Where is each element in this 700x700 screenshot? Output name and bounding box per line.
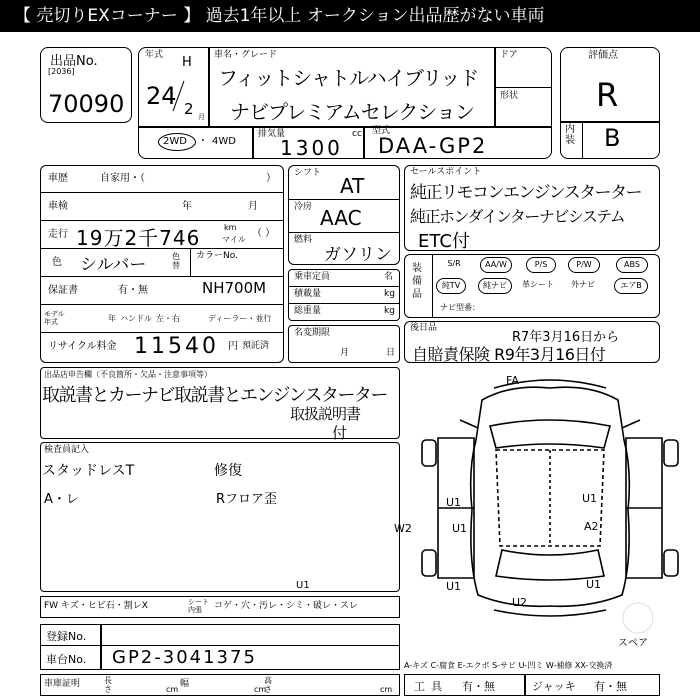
first-reg-label: 名変期限 [294,328,331,338]
load-unit: kg [384,289,395,299]
cert-width-cm: cm [254,685,267,694]
cert-width: 幅 [180,679,190,689]
door-label: ドア [500,50,518,60]
engine-displacement: 1300 [280,136,343,160]
mark-u1-bottom-right: U1 [586,578,602,591]
inspection-month-unit: 月 [248,201,258,212]
header-title: 【 売切りEXコーナー 】 過去1年以上 オークション出品歴がない車両 [14,6,545,26]
sales-point-label: セールスポイント [410,167,482,177]
engine-cc: cc [352,129,362,139]
model-label: 車名・グレード [214,50,278,60]
fuel-label: 燃料 [294,235,313,245]
color-code: NH700M [202,279,267,297]
mark-fa: FA [506,374,519,387]
grade-score: R [596,76,619,114]
recycle-unit: 円 [228,341,238,352]
ac-label: 冷房 [294,202,313,212]
mark-a2: A2 [584,520,599,533]
load-label: 積載量 [294,289,322,299]
mileage-mile: マイル [222,235,246,244]
engine-type: DAA-GP2 [378,134,488,158]
cert-label: 車庫証明 [44,679,81,689]
defect-seat-label: シート内張 [188,598,209,614]
spare-label: スペア [618,638,648,649]
shift-label: シフト [294,168,322,178]
recycle-deposit: 預託済 [242,341,270,351]
fuel-value: ガソリン [324,245,392,265]
mileage-label: 走行 [48,229,68,240]
mark-u1-mid: U1 [452,522,468,535]
sales-point-line1: 純正リモコンエンジンスターター [410,183,642,203]
year-month: 2 [184,100,194,118]
grade-label: 評価点 [588,50,618,61]
notes-line2: 取扱説明書 [290,405,361,423]
mark-w2: W2 [394,522,412,535]
mark-u2: U2 [512,596,528,609]
dealer-label: ディーラー・並行 [208,314,272,323]
inspector-right2: Rフロア歪 [216,492,278,507]
mileage-value: 19万2千746 [76,226,201,250]
equipment-label: 装備品 [412,263,422,300]
handle-label: ハンドル [120,314,152,323]
model-year-label: モデル年式 [44,310,65,326]
chassis-label: 車台No. [46,653,87,666]
equip-airbag: エアB [614,278,648,294]
drive-2wd: 2WD [163,136,187,147]
recycle-amount: 11540 [134,334,219,359]
defect-label: FW キズ・ヒビ石・割レX [44,601,148,611]
equip-ext-navi: 外ナビ [571,280,595,289]
handle-value: 左・右 [156,314,180,323]
tools-label: 工具 [414,680,448,693]
lot-number: 70090 [48,90,125,118]
equip-navi: 純ナビ [478,278,512,294]
history-label: 車歴 [48,173,68,184]
gross-label: 総重量 [294,306,322,316]
shift-value: AT [340,174,365,198]
mark-u1-top-left: U1 [446,496,462,509]
defect-mark: U1 [296,580,310,591]
sales-point-line2: 純正ホンダインターナビシステム [410,207,625,226]
mileage-paren: （ ） [252,228,276,239]
year-month-unit: 月 [198,113,205,121]
equip-tv: 純TV [436,278,466,294]
model-name-line1: フィットシャトルハイブリッド [218,66,479,90]
year-era: H [182,55,192,70]
riders-label: 乗車定員 [294,272,331,282]
model-name-line2: ナビプレミアムセレクション [230,100,474,124]
gross-unit: kg [384,306,395,316]
first-reg-day: 日 [386,348,396,358]
inspector-left1: スタッドレスT [42,463,135,479]
cert-height-cm: cm [380,685,393,694]
equip-aaw: AA/W [480,257,512,273]
lot-sub-code: [2036] [48,67,75,76]
later-label: 後日品 [410,323,438,333]
later-line1: R7年3月16日から [512,330,620,345]
cert-long-cm: cm [166,685,179,694]
equip-abs: ABS [616,257,648,273]
mileage-km: km [224,223,237,232]
registration-row [40,624,400,646]
notes-line1: 取説書とカーナビ取説書とエンジンスターター [42,385,388,406]
color-swap-label: 色替 [172,252,180,270]
year-value: 24 [146,82,177,110]
equip-leather: 革シート [522,280,554,289]
cert-height: 高さ [264,676,272,694]
recycle-label: リサイクル料金 [48,341,117,352]
navi-model-label: ナビ型番： [440,303,480,312]
car-diagram [400,370,700,635]
drive-4wd: 4WD [212,136,236,147]
color-value: シルバー [80,255,147,275]
mark-u1-top-right: U1 [582,492,598,505]
engine-label: 排気量 [258,129,286,139]
later-line2: 自賠責保険 R9年3月16日付 [412,345,606,364]
inspector-label: 検査員記入 [44,445,90,455]
year-label: 年式 [145,50,164,60]
color-label: 色 [52,257,62,268]
chassis-value: GP2-3041375 [112,647,257,668]
jack-value: 有・無 [594,680,627,693]
notes-label: 出品店申告欄（不良箇所・欠品・注意事項等） [44,370,212,379]
jack-label: ジャッキ [532,680,576,693]
shape-label: 形状 [500,91,519,101]
inspector-left2: A・レ [44,492,79,507]
inspection-label: 車検 [48,201,68,212]
inspection-year-unit: 年 [182,201,192,212]
inspector-right1: 修復 [214,463,242,479]
cert-row [40,674,400,696]
registration-label: 登録No. [46,630,87,643]
notes-line3: 付 [332,424,348,442]
cert-long: 長さ [104,676,112,694]
model-year-unit: 年 [108,314,116,323]
interior-score: B [604,124,621,152]
sales-point-line3: ETC付 [418,231,470,252]
interior-label: 内装 [565,124,575,146]
first-reg-month: 月 [340,348,350,358]
equip-sr: S/R [447,259,461,268]
ac-value: AAC [320,206,362,230]
history-close: ） [266,173,276,184]
warranty-label: 保証書 [48,285,78,296]
warranty-value: 有・無 [118,285,148,296]
lot-label: 出品No. [50,54,98,69]
legend-text: A-キズ C-腐食 E-エクボ S-サビ U-凹ミ W-補修 XX-交換済 [404,661,613,670]
history-value: 自家用・（ [100,173,145,184]
engine-type-label: 型式 [372,126,391,136]
equip-pw: P/W [568,257,600,273]
color-code-label: カラーNo. [196,251,238,261]
tools-value: 有・無 [462,680,495,693]
mark-u1-bottom-left: U1 [446,580,462,593]
riders-unit: 名 [384,272,394,282]
drive-sep: ・ [198,136,208,147]
equip-ps: P/S [526,257,556,273]
defect-items: コゲ・穴・汚レ・シミ・破レ・スレ [214,601,359,611]
